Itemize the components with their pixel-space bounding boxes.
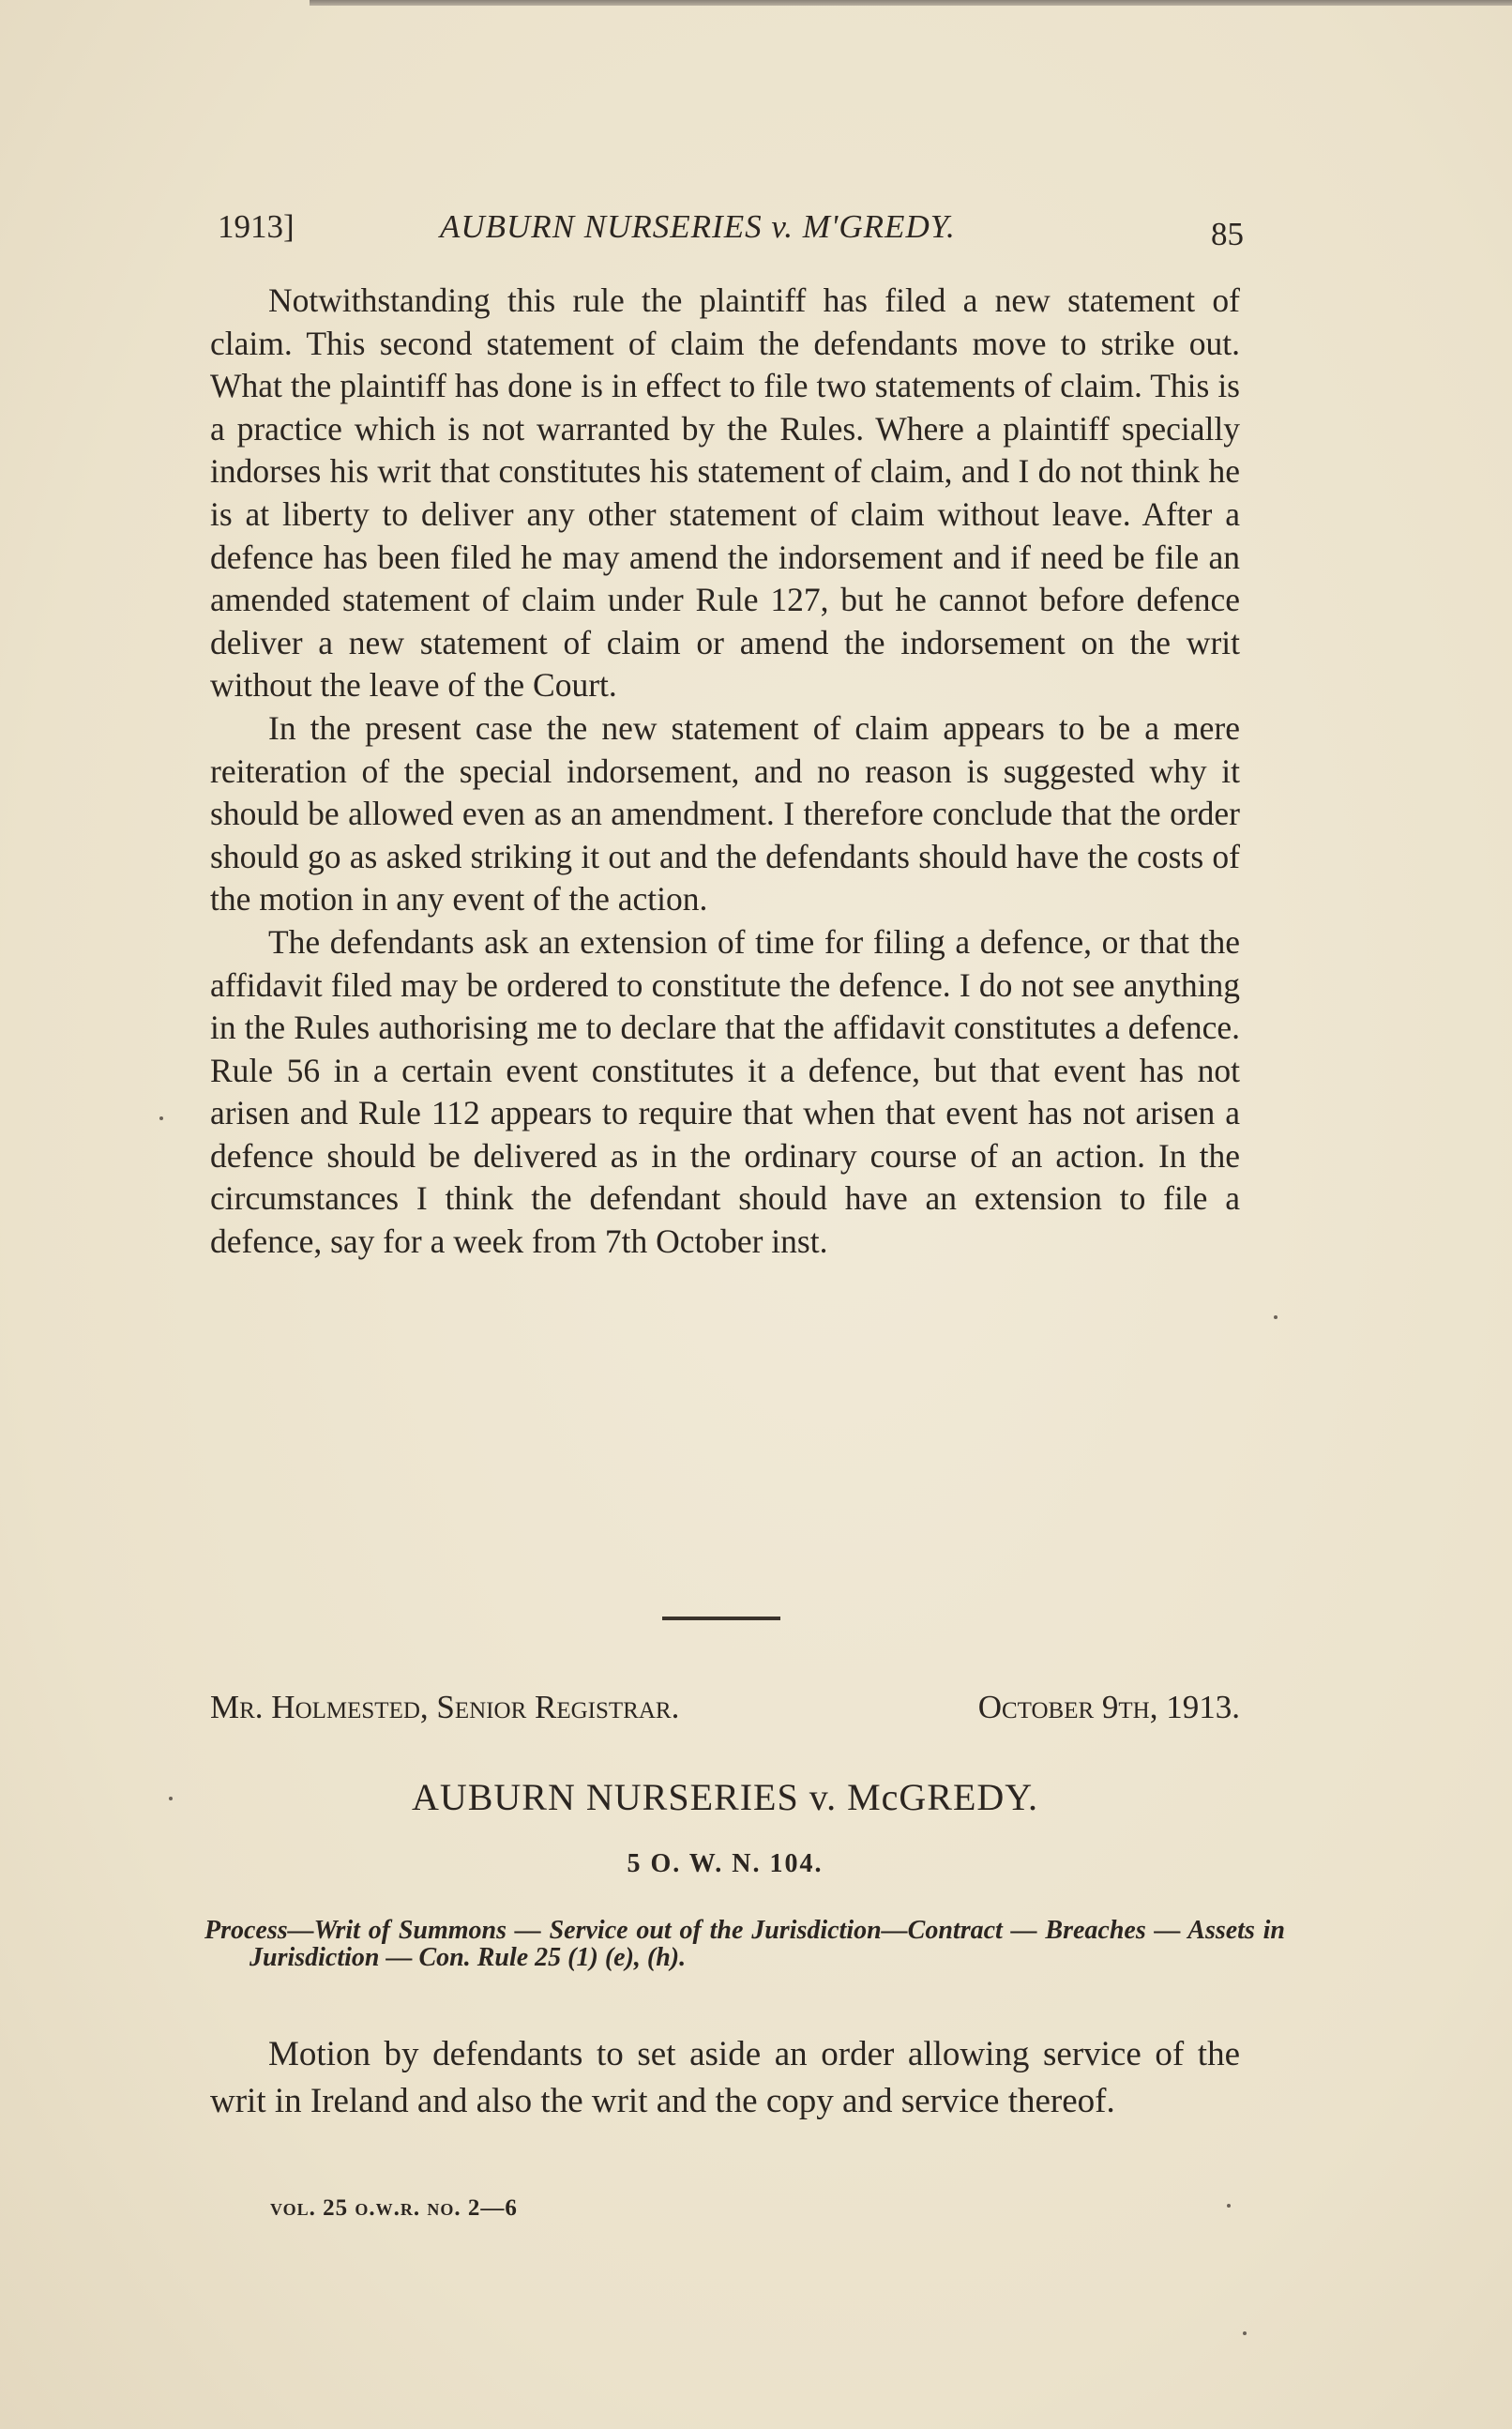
case-title: AUBURN NURSERIES v. McGREDY. [411, 1776, 1039, 1818]
scan-speck [1274, 1315, 1278, 1319]
judgment-text [210, 280, 1240, 1264]
running-title: AUBURN NURSERIES v. M'GREDY. [440, 208, 956, 245]
motion-text [210, 2031, 1240, 2125]
paragraph: Notwithstanding this rule the plaintiff has filed a new statement of claim. This second statement of claim the defendants move to strike out. What the plaintiff has done is in effect to file two statements of claim. This is a practice which is not warranted by the Rules. Where a plaintiff specially indorses his writ that constitutes his statement of claim, and I do not think he is at liberty to deliver any other statement of claim without leave. After a defence has been filed he may amend the indorsement and if need be file an amended statement of claim under Rule 127, but he cannot before defence deliver a new statement of claim or amend the indorsement on the writ without the leave of the Court. [210, 281, 1240, 705]
paragraph: In the present case the new statement of claim appears to be a mere reiteration of the special indorsement, and no reason is suggested why it should be allowed even as an amendment. I therefore conclude that the order should go as asked striking it out and the defendants should have the costs of the motion in any event of the action. [210, 708, 1240, 918]
page-top-edge [310, 0, 1512, 6]
court-line [210, 1689, 1240, 1726]
running-header [210, 205, 1242, 251]
decision-date: October 9th, 1913. [977, 1689, 1240, 1725]
scan-speck [169, 1797, 173, 1800]
page-number: 85 [1211, 216, 1244, 252]
citation: 5 O. W. N. 104. [627, 1849, 824, 1878]
judge-name: Mr. Holmested, Senior Registrar. [210, 1689, 680, 1725]
paragraph: Motion by defendants to set aside an order allowing service of the writ in Ireland and also the writ and the copy and service thereof. [210, 2035, 1240, 2120]
section-divider [662, 1617, 780, 1620]
scan-speck [159, 1116, 163, 1120]
paragraph: The defendants ask an extension of time for filing a defence, or that the affidavit filed may be ordered to constitute the defence. I do not see anything in the Rules authorising me to declare that the affidavit constitutes a defence. Rule 56 in a certain event constitutes it a defence, but that event has not arisen and Rule 112 appears to require that when that event has not arisen a defence should be delivered as in the ordinary course of an action. In the circumstances I think the defendant should have an extension to file a defence, say for a week from 7th October inst. [210, 922, 1240, 1261]
headnote: Process—Writ of Summons — Service out of the Jurisdiction—Contract — Breaches — Assets in Jurisdiction — Con. Rule 25 (1) (e), (h). [204, 1916, 1285, 1972]
signature-footer: vol. 25 o.w.r. no. 2—6 [270, 2195, 518, 2221]
header-year: 1913] [218, 208, 295, 245]
scan-speck [1243, 2331, 1247, 2335]
scan-speck [1227, 2204, 1231, 2208]
